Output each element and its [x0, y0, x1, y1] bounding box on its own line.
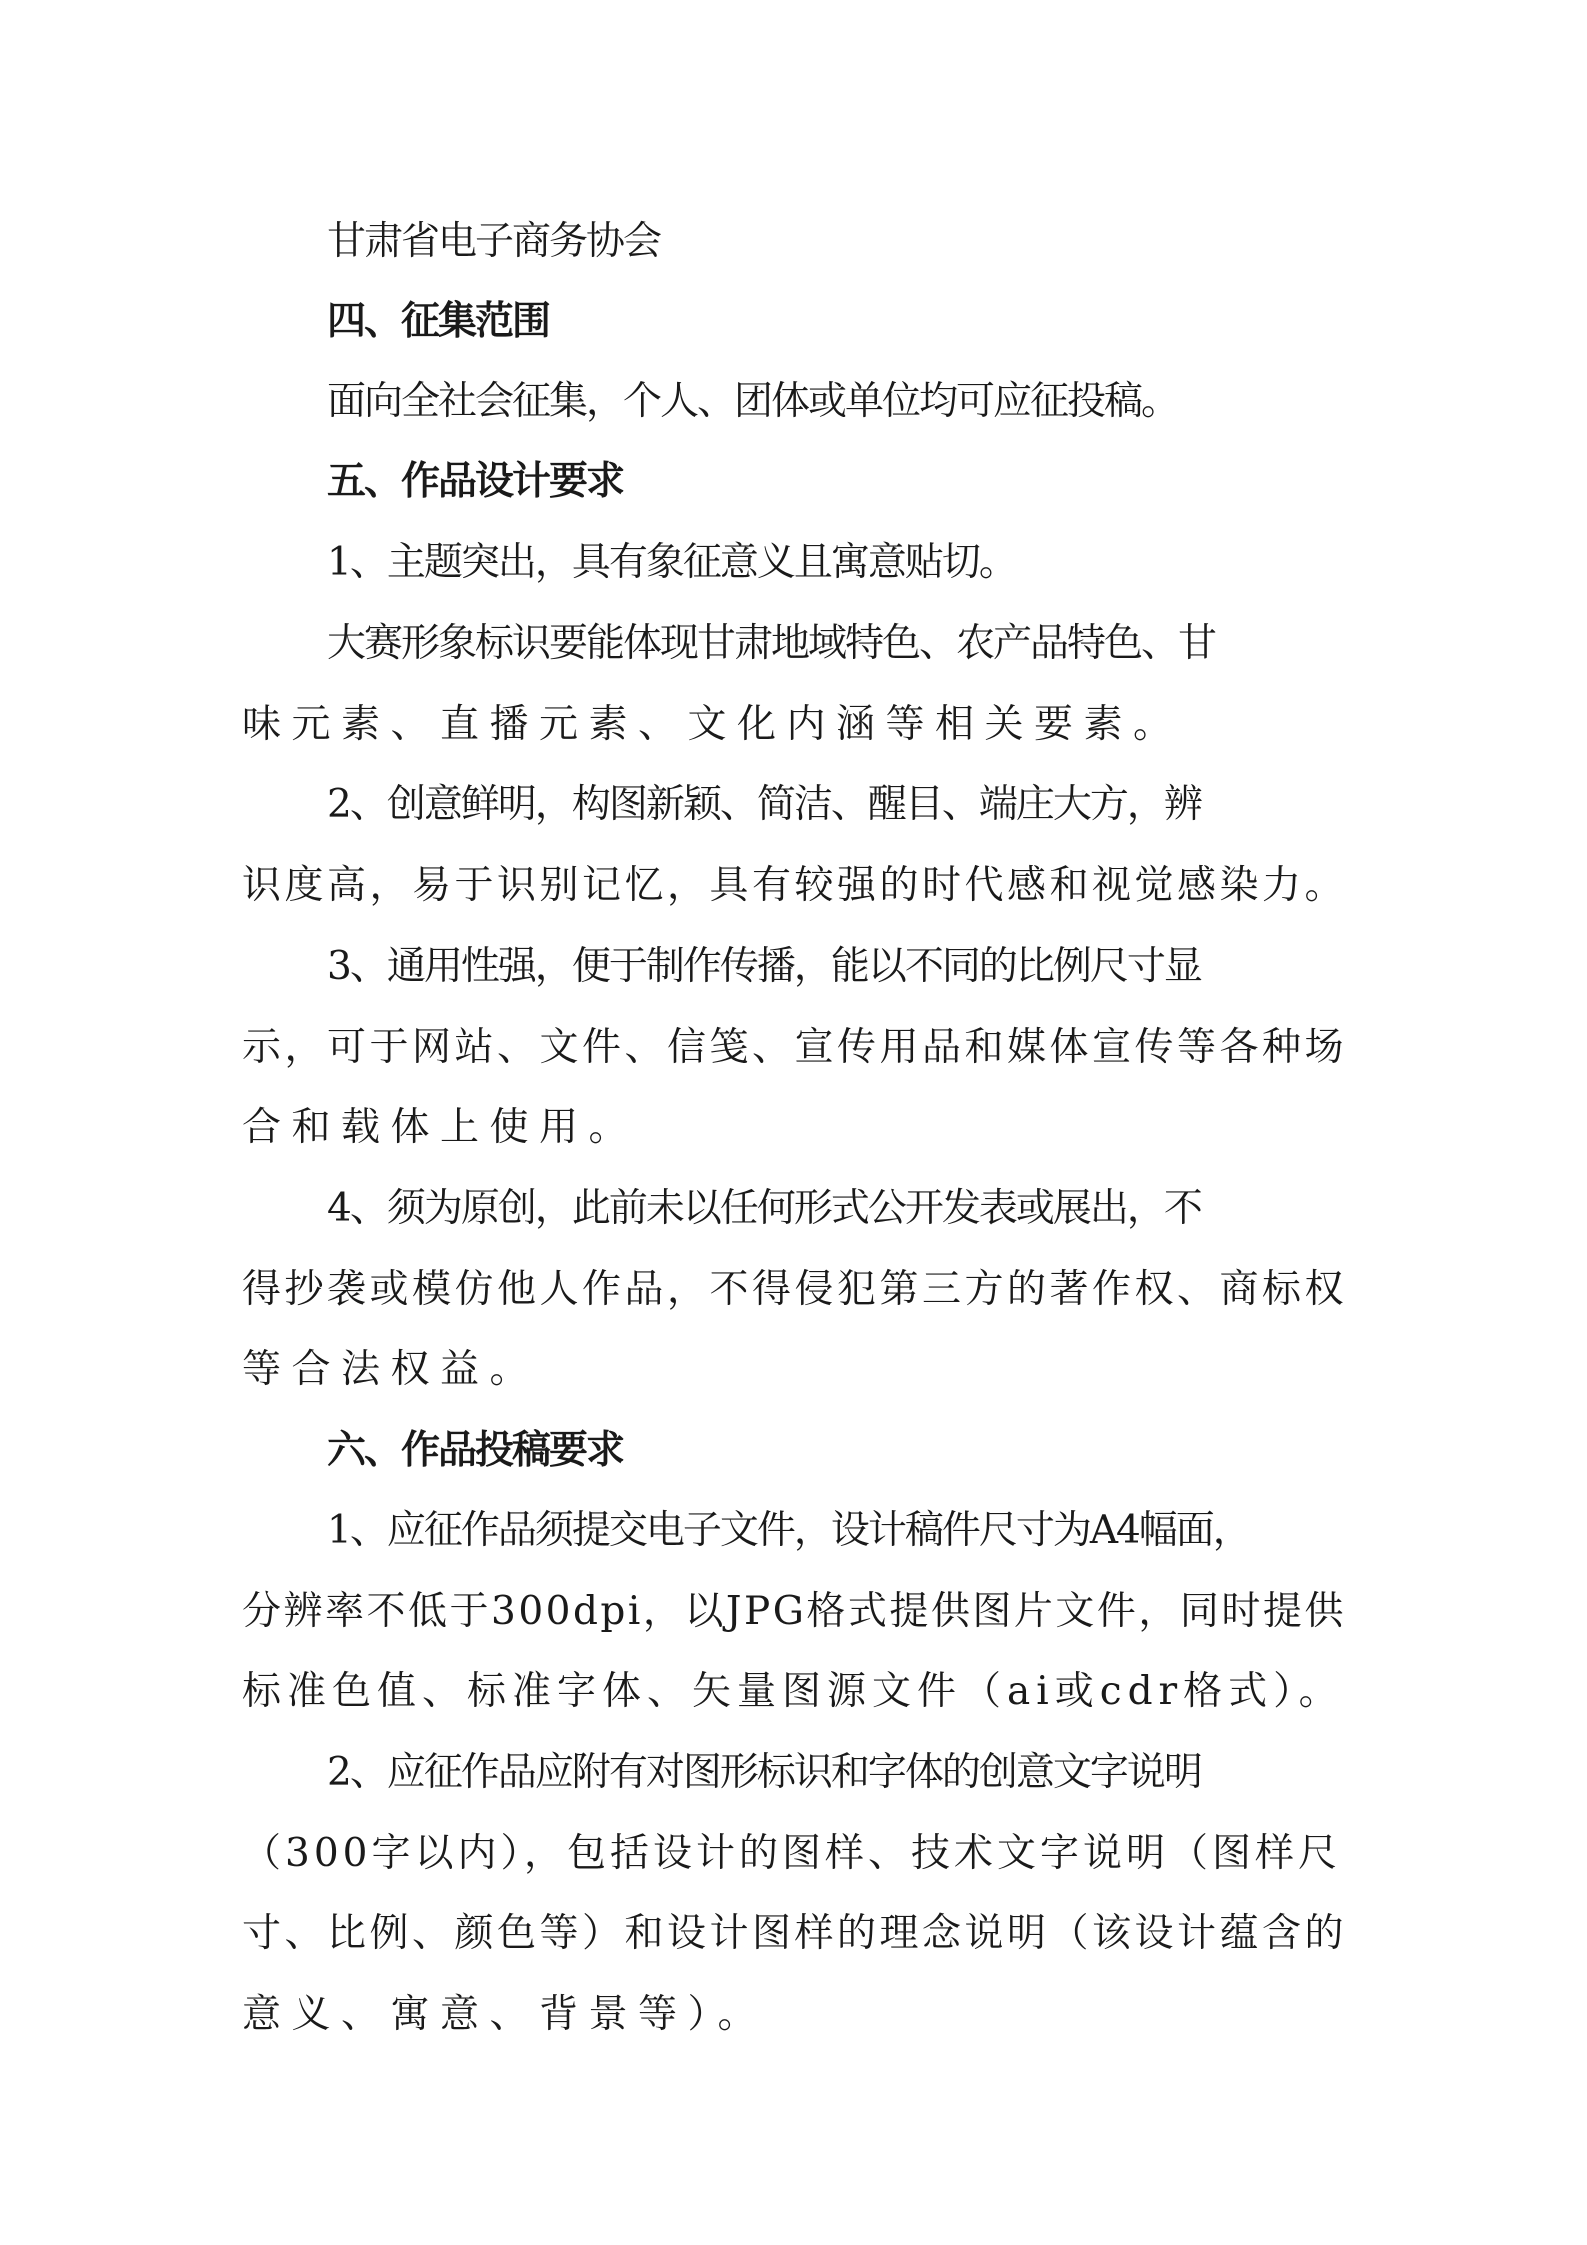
paragraph-line: 标准色值、标准字体、矢量图源文件（ai或cdr格式）。 — [242, 1669, 1344, 1714]
paragraph-line: 得抄袭或模仿他人作品，不得侵犯第三方的著作权、商标权 — [242, 1267, 1348, 1312]
paragraph-line: 2、创意鲜明，构图新颖、简洁、醒目、端庄大方，辨 — [327, 782, 1201, 827]
section-heading-6: 六、作品投稿要求 — [327, 1428, 624, 1473]
paragraph-line: 4、须为原创，此前未以任何形式公开发表或展出，不 — [327, 1186, 1201, 1231]
section-heading-4: 四、征集范围 — [327, 299, 550, 344]
paragraph-line: 合和载体上使用。 — [242, 1105, 639, 1150]
paragraph-line: 意义、寓意、背景等）。 — [242, 1992, 768, 2037]
paragraph-line: 示，可于网站、文件、信笺、宣传用品和媒体宣传等各种场 — [242, 1025, 1348, 1070]
paragraph-line: （300字以内），包括设计的图样、技术文字说明（图样尺 — [242, 1831, 1341, 1876]
paragraph-line: 3、通用性强，便于制作传播，能以不同的比例尺寸显 — [327, 944, 1201, 989]
organizer-name: 甘肃省电子商务协会 — [327, 219, 661, 264]
paragraph-line: 1、应征作品须提交电子文件，设计稿件尺寸为A4幅面， — [327, 1508, 1250, 1553]
paragraph-line: 寸、比例、颜色等）和设计图样的理念说明（该设计蕴含的 — [242, 1911, 1348, 1956]
paragraph-line: 面向全社会征集，个人、团体或单位均可应征投稿。 — [327, 379, 1179, 424]
section-heading-5: 五、作品设计要求 — [327, 459, 624, 504]
paragraph-line: 分辨率不低于300dpi，以JPG格式提供图片文件，同时提供 — [242, 1589, 1346, 1634]
paragraph-line: 2、应征作品应附有对图形标识和字体的创意文字说明 — [327, 1750, 1201, 1795]
paragraph-line: 识度高，易于识别记忆，具有较强的时代感和视觉感染力。 — [242, 863, 1348, 908]
paragraph-line: 等合法权益。 — [242, 1347, 540, 1392]
paragraph-line: 1、主题突出，具有象征意义且寓意贴切。 — [327, 540, 1016, 585]
paragraph-line: 味元素、直播元素、文化内涵等相关要素。 — [242, 702, 1183, 747]
paragraph-line: 大赛形象标识要能体现甘肃地域特色、农产品特色、甘 — [327, 621, 1216, 666]
